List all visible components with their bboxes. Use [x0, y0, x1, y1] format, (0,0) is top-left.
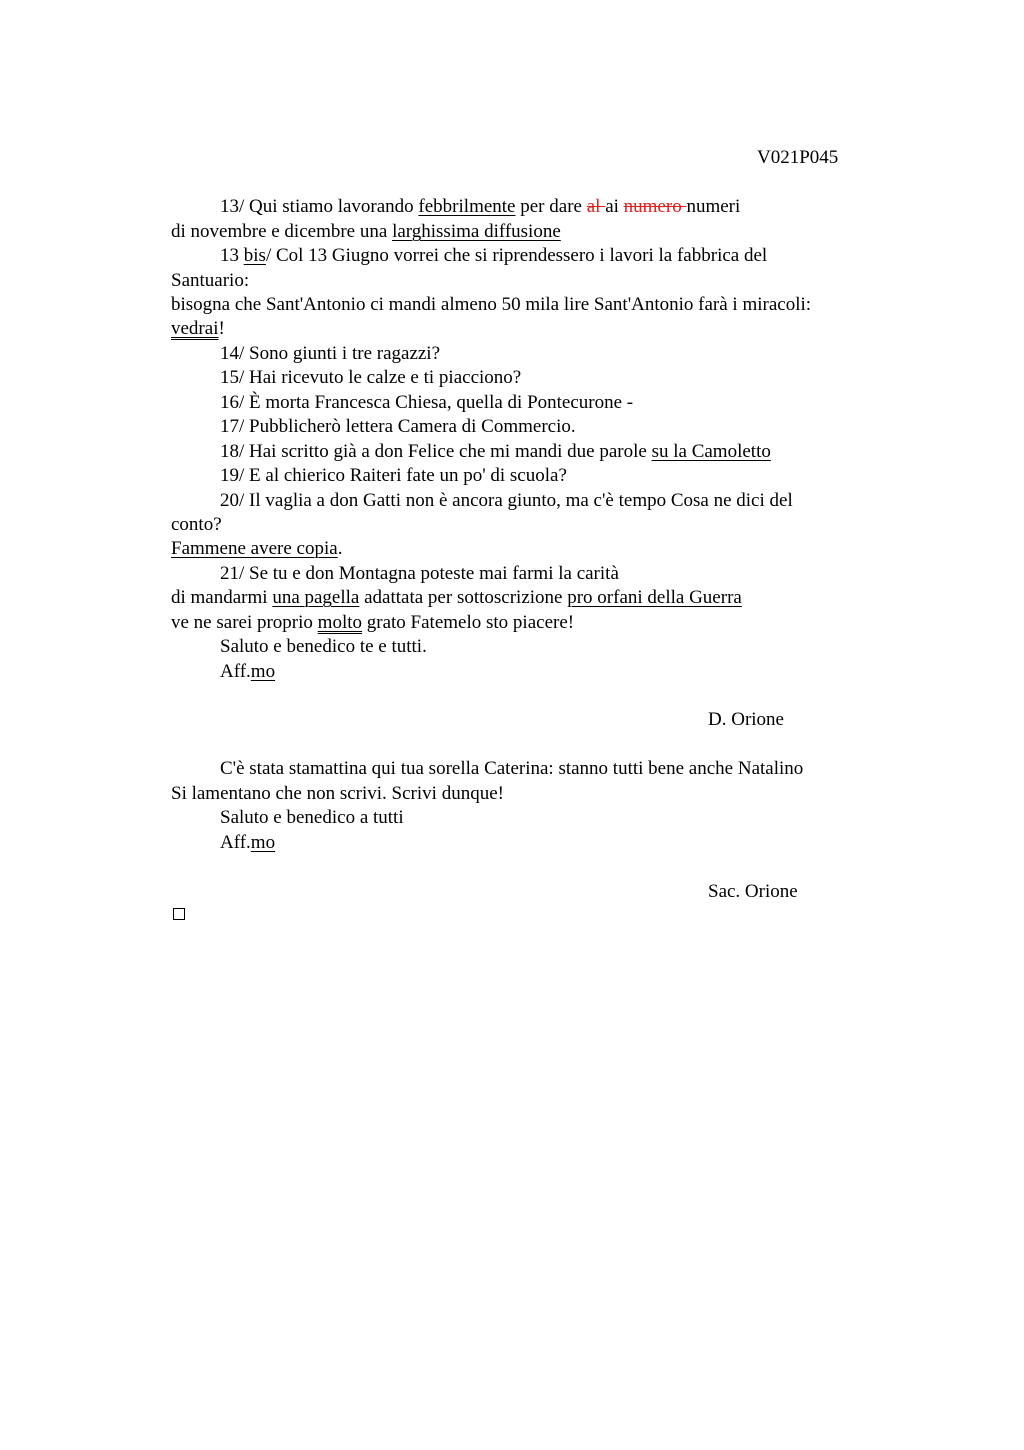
signature: D. Orione — [708, 709, 784, 730]
postscript-signature: Sac. Orione — [708, 881, 798, 902]
item-13bis-line-1: 13 bis/ Col 13 Giugno vorrei che si riprendessero i lavori la fabbrica del — [220, 245, 768, 266]
item-20-line-1: 20/ Il vaglia a don Gatti non è ancora giunto, ma c'è tempo Cosa ne dici del — [220, 490, 793, 511]
double-underlined-text: molto — [317, 612, 363, 633]
underlined-text: Fammene avere copia — [171, 538, 338, 559]
underlined-text: su la Camoletto — [651, 441, 771, 462]
item-19: 19/ E al chierico Raiteri fate un po' di scuola? — [220, 465, 567, 486]
item-13-line-1: 13/ Qui stiamo lavorando febbrilmente per dare al ai numero numeri — [220, 196, 741, 217]
postscript-greeting: Saluto e benedico a tutti — [220, 807, 404, 828]
postscript-line-1: C'è stata stamattina qui tua sorella Caterina: stanno tutti bene anche Natalino — [220, 758, 804, 779]
item-13bis-line-4: vedrai! — [171, 318, 225, 339]
item-13bis-line-2: Santuario: — [171, 270, 250, 291]
item-13-line-2: di novembre e dicembre una larghissima diffusione — [171, 221, 561, 242]
item-21-line-3: ve ne sarei proprio molto grato Fatemelo sto piacere! — [171, 612, 575, 633]
item-20-line-2: conto? — [171, 514, 222, 535]
underlined-text: bis — [243, 245, 266, 266]
deleted-text: al — [586, 196, 606, 217]
closing-affmo: Aff.mo — [220, 661, 276, 682]
item-21-line-2: di mandarmi una pagella adattata per sottoscrizione pro orfani della Guerra — [171, 587, 742, 608]
item-18: 18/ Hai scritto già a don Felice che mi mandi due parole su la Camoletto — [220, 441, 771, 462]
item-17: 17/ Pubblicherò lettera Camera di Commercio. — [220, 416, 576, 437]
item-14: 14/ Sono giunti i tre ragazzi? — [220, 343, 441, 364]
underlined-text: una pagella — [272, 587, 360, 608]
underlined-text: febbrilmente — [418, 196, 516, 217]
item-13bis-line-3: bisogna che Sant'Antonio ci mandi almeno 50 mila lire Sant'Antonio farà i miracoli: — [171, 294, 812, 315]
closing-greeting: Saluto e benedico te e tutti. — [220, 636, 427, 657]
double-underlined-text: vedrai — [171, 318, 219, 339]
item-15: 15/ Hai ricevuto le calze e ti piacciono? — [220, 367, 522, 388]
postscript-affmo: Aff.mo — [220, 832, 276, 853]
deleted-text: numero — [623, 196, 687, 217]
underlined-text: pro orfani della Guerra — [567, 587, 742, 608]
document-code: V021P045 — [757, 147, 839, 168]
item-16: 16/ È morta Francesca Chiesa, quella di Pontecurone - — [220, 392, 634, 413]
postscript-line-2: Si lamentano che non scrivi. Scrivi dunque! — [171, 783, 504, 804]
checkbox-square-icon — [173, 908, 185, 920]
underlined-text: larghissima diffusione — [392, 221, 561, 242]
item-20-line-3: Fammene avere copia. — [171, 538, 343, 559]
item-21-line-1: 21/ Se tu e don Montagna poteste mai farmi la carità — [220, 563, 619, 584]
